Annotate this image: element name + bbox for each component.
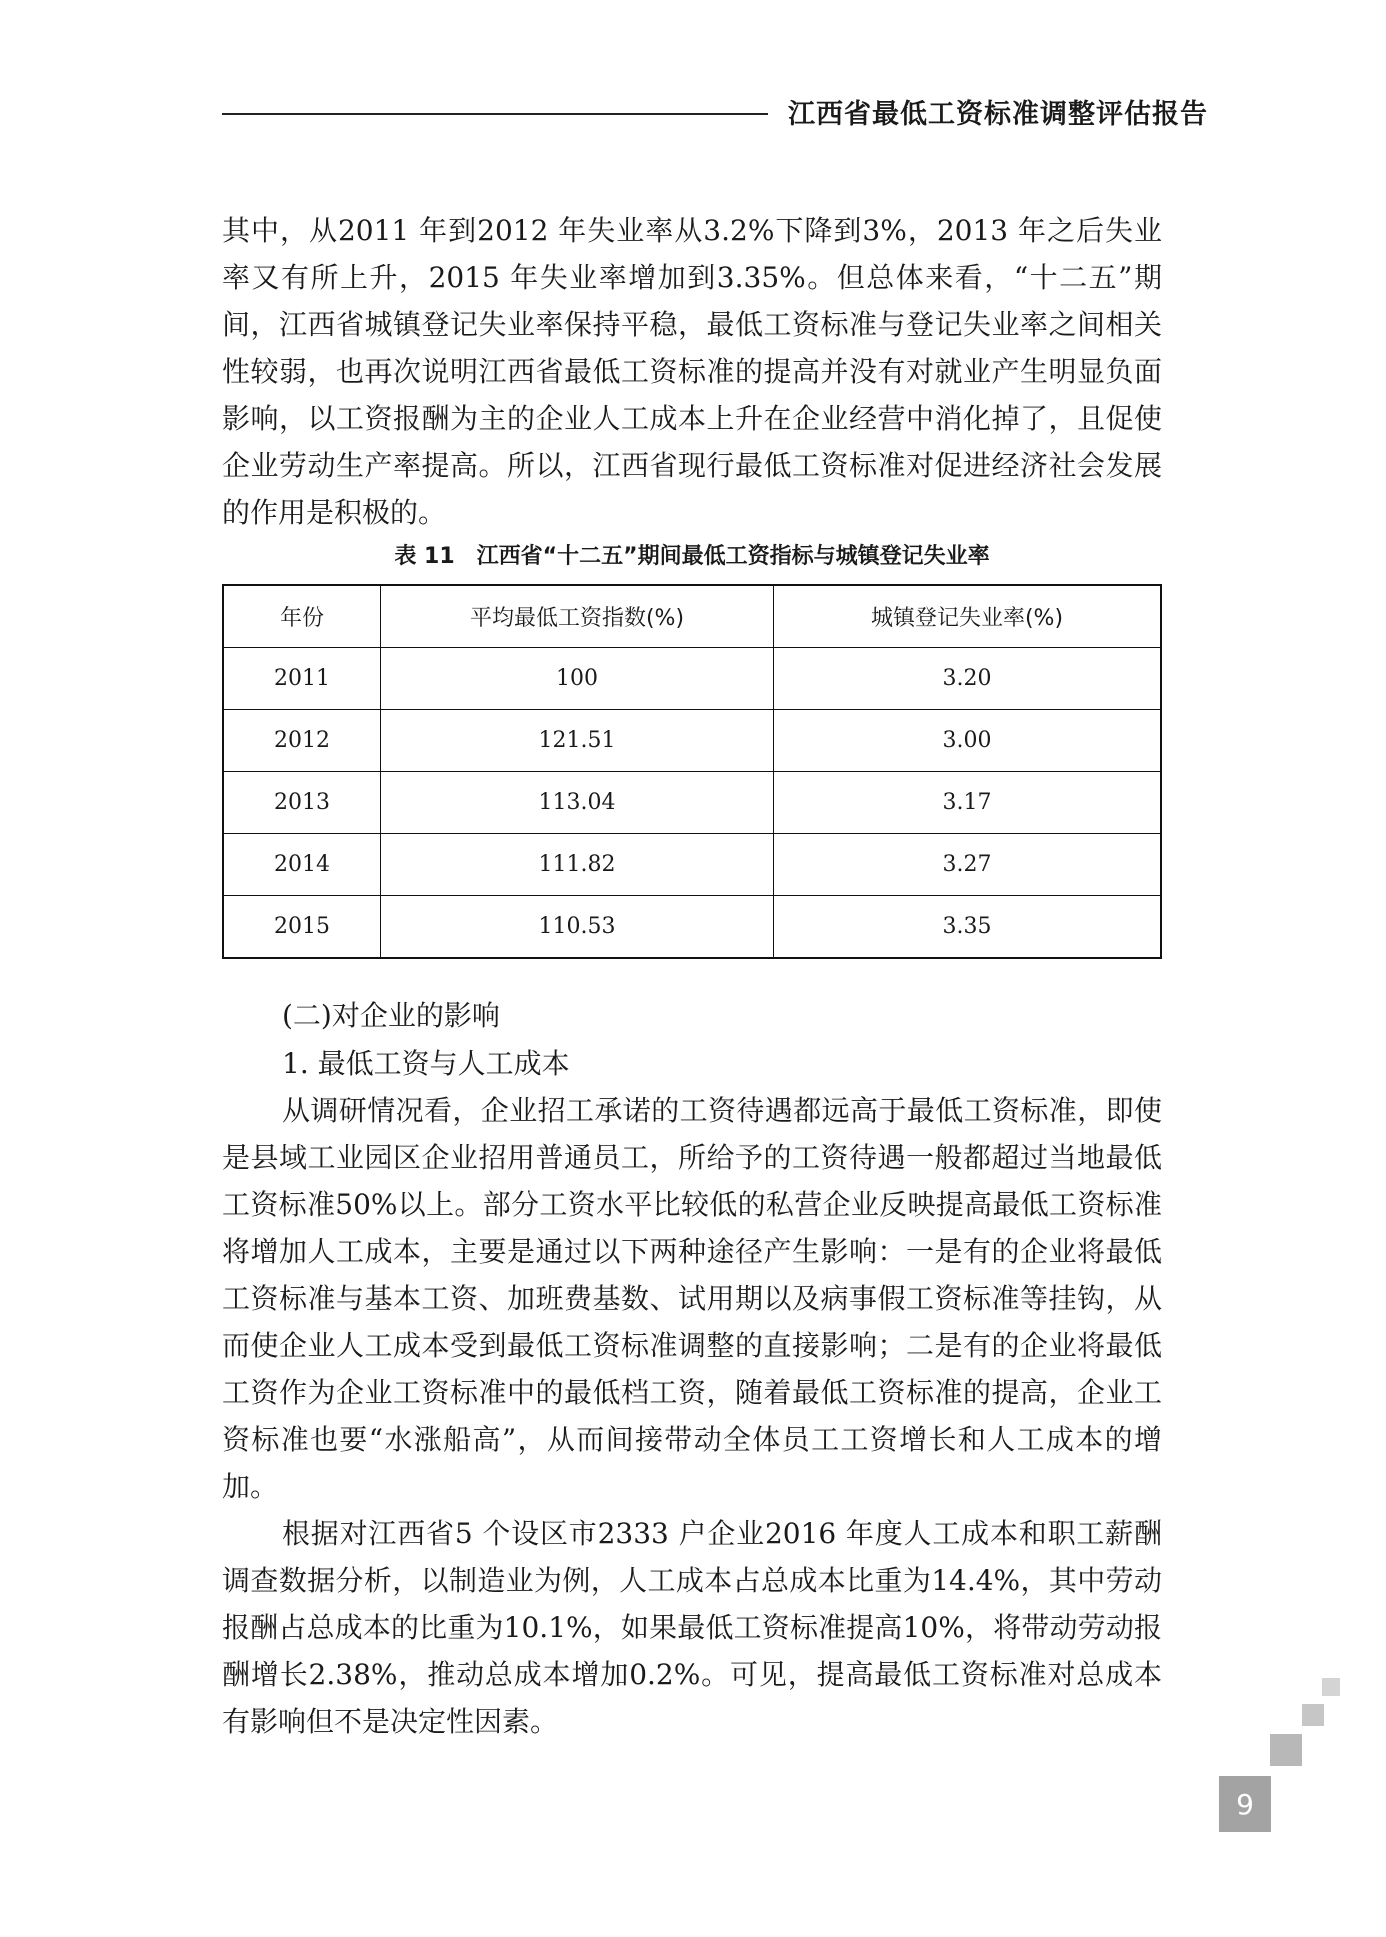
decorative-square <box>1302 1704 1324 1726</box>
table-cell-year: 2015 <box>223 896 381 959</box>
table-row <box>223 896 1161 959</box>
decorative-square <box>1322 1678 1340 1696</box>
table-header-wage-index: 平均最低工资指数(%) <box>381 585 774 648</box>
table-cell-wage-index: 113.04 <box>381 772 774 834</box>
table-cell-wage-index: 111.82 <box>381 834 774 896</box>
table-cell-year: 2013 <box>223 772 381 834</box>
paragraph-3: 根据对江西省5 个设区市2333 户企业2016 年度人工成本和职工薪酬调查数据分析，以制造业为例，人工成本占总成本比重为14.4%，其中劳动报酬占总成本的比重为10.1%，如果最低工资标准提高10%，将带动劳动报酬增长2.38%，推动总成本增加0.2%。可见，提高最低工资标准对总成本有影响但不是决定性因素。 <box>222 1517 1162 1738</box>
table-caption: 表 11 江西省“十二五”期间最低工资指标与城镇登记失业率 <box>394 544 990 569</box>
subsection-heading: 1. 最低工资与人工成本 <box>282 1047 570 1080</box>
table-cell-unemployment-rate: 3.27 <box>774 834 1162 896</box>
table-row <box>223 772 1161 834</box>
table-cell-unemployment-rate: 3.00 <box>774 710 1162 772</box>
data-table <box>222 584 1162 959</box>
table-cell-year: 2011 <box>223 648 381 710</box>
table-cell-unemployment-rate: 3.35 <box>774 896 1162 959</box>
table-cell-unemployment-rate: 3.17 <box>774 772 1162 834</box>
table-cell-year: 2014 <box>223 834 381 896</box>
table-header-row <box>223 585 1161 648</box>
table-cell-year: 2012 <box>223 710 381 772</box>
paragraph-2: 从调研情况看，企业招工承诺的工资待遇都远高于最低工资标准，即使是县域工业园区企业招用普通员工，所给予的工资待遇一般都超过当地最低工资标准50%以上。部分工资水平比较低的私营企业反映提高最低工资标准将增加人工成本，主要是通过以下两种途径产生影响：一是有的企业将最低工资标准与基本工资、加班费基数、试用期以及病事假工资标准等挂钩，从而使企业人工成本受到最低工资标准调整的直接影响；二是有的企业将最低工资作为企业工资标准中的最低档工资，随着最低工资标准的提高，企业工资标准也要“水涨船高”，从而间接带动全体员工工资增长和人工成本的增加。 <box>222 1094 1162 1503</box>
table-row <box>223 710 1161 772</box>
table-cell-wage-index: 121.51 <box>381 710 774 772</box>
page-number: 9 <box>1219 1776 1271 1832</box>
running-header-title: 江西省最低工资标准调整评估报告 <box>788 99 1208 130</box>
table-cell-wage-index: 100 <box>381 648 774 710</box>
table-row <box>223 834 1161 896</box>
table-header-unemployment-rate: 城镇登记失业率(%) <box>774 585 1162 648</box>
table-cell-wage-index: 110.53 <box>381 896 774 959</box>
table-cell-unemployment-rate: 3.20 <box>774 648 1162 710</box>
table-header-year: 年份 <box>223 585 381 648</box>
section-heading: (二)对企业的影响 <box>282 999 500 1032</box>
table-row <box>223 648 1161 710</box>
decorative-square <box>1270 1734 1302 1766</box>
header-rule <box>222 113 768 115</box>
paragraph-1: 其中，从2011 年到2012 年失业率从3.2%下降到3%，2013 年之后失业率又有所上升，2015 年失业率增加到3.35%。但总体来看，“十二五”期间，江西省城镇登记失业率保持平稳，最低工资标准与登记失业率之间相关性较弱，也再次说明江西省最低工资标准的提高并没有对就业产生明显负面影响，以工资报酬为主的企业人工成本上升在企业经营中消化掉了，且促使企业劳动生产率提高。所以，江西省现行最低工资标准对促进经济社会发展的作用是积极的。 <box>222 214 1162 529</box>
